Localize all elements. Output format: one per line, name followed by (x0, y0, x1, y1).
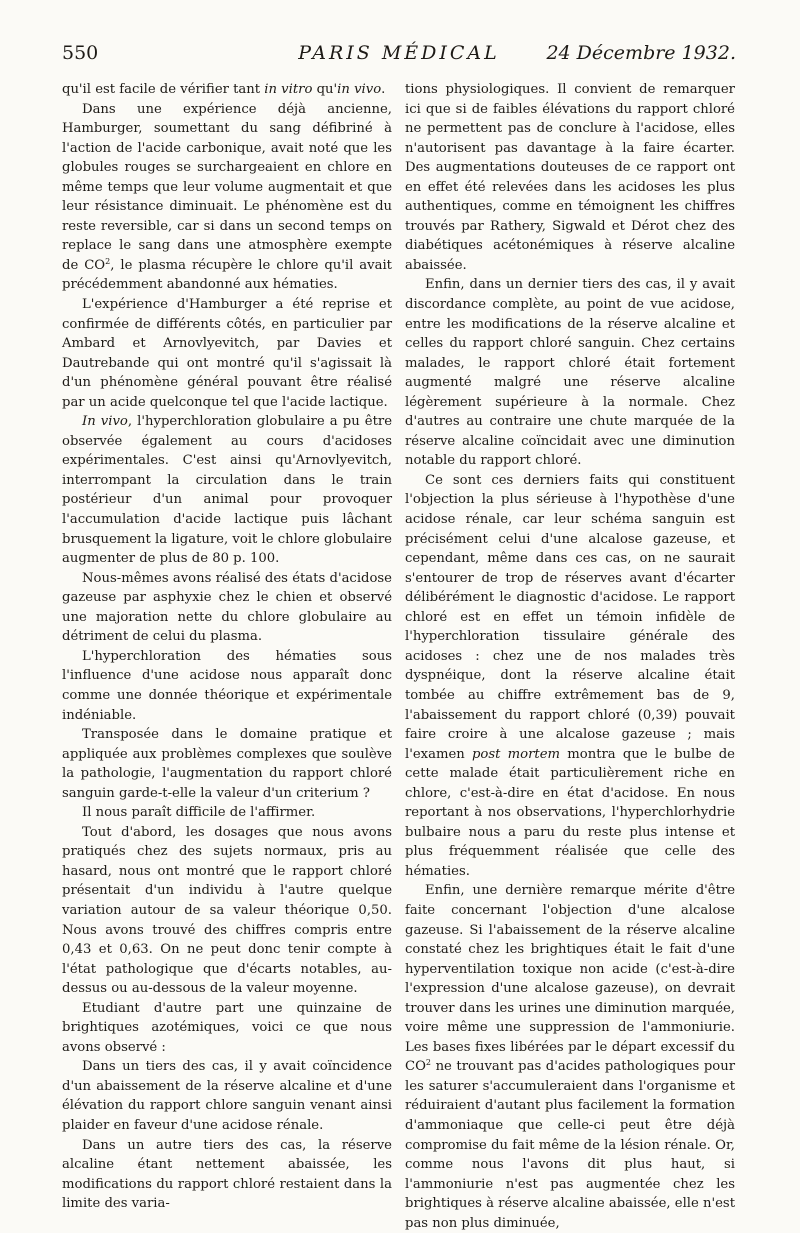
page-header (62, 40, 736, 72)
paragraph: Dans un tiers des cas, il y avait coïncidence d'un abaissement de la réserve alcaline et d'une élévation du rapport chlore sanguin venant ainsi plaider en faveur d'une acidose rénale. (62, 1059, 392, 1133)
paragraph: Nous-mêmes avons réalisé des états d'acidose gazeuse par asphyxie chez le chien et observé une majoration nette du chlore globulaire au détriment de celui du plasma. (62, 570, 392, 645)
paragraph: Il nous paraît difficile de l'affirmer. (82, 805, 316, 821)
left-column (62, 80, 392, 1214)
paragraph: qu'il est facile de vérifier tant in vitro qu'in vivo. (62, 82, 386, 97)
paragraph: In vivo, l'hyperchloration globulaire a pu être observée également au cours d'acidoses expérimentales. C'est ainsi qu'Arnovlyevitch, interrompant la circulation dans le train postérieur d'un animal pour provoquer l'accumulation d'acide lactique puis lâchant brusquement la ligature, voit le chlore globulaire augmenter de plus de 80 p. 100. (62, 414, 393, 567)
paragraph: L'hyperchloration des hématies sous l'influence d'une acidose nous apparaît donc comme une donnée théorique et expérimentale indéniable. (62, 648, 392, 723)
right-column (405, 80, 735, 1233)
issue-date: 24 Décembre 1932. (546, 42, 736, 64)
paragraph: Etudiant d'autre part une quinzaine de brightiques azotémiques, voici ce que nous avons observé : (62, 1000, 392, 1055)
paragraph: Dans un autre tiers des cas, la réserve alcaline étant nettement abaissée, les modifications du rapport chloré restaient dans la limite des varia- (62, 1137, 392, 1212)
paragraph: Tout d'abord, les dosages que nous avons pratiqués chez des sujets normaux, pris au hasard, nous ont montré que le rapport chloré présentait d'un individu à l'autre quelque variation autour de sa valeur théorique 0,50. Nous avons trouvé des chiffres compris entre 0,43 et 0,63. On ne peut donc tenir compte à l'état pathologique que d'écarts notables, au-dessus ou au-dessous de la valeur moyenne. (62, 824, 392, 997)
paragraph: Ce sont ces derniers faits qui constituent l'objection la plus sérieuse à l'hypothèse d'une acidose rénale, car leur schéma sanguin est précisément celui d'une alcalose gazeuse, et cependant, même dans ces cas, on ne saurait s'entourer de trop de réserves avant d'écarter délibérément le diagnostic d'acidose. Le rapport chloré est en effet un témoin infidèle de l'hyperchloration tissulaire générale des acidoses : chez une de nos malades très dyspnéique, dont la réserve alcaline était tombée au chiffre extrêmement bas de 9, l'abaissement du rapport chloré (0,39) pouvait faire croire à une alcalose gazeuse ; mais l'examen post mortem montra que le bulbe de cette malade était particulièrement riche en chlore, c'est-à-dire en état d'acidose. En nous reportant à nos observations, l'hyperchlorhydrie bulbaire nous a paru du reste plus intense et plus fréquemment réalisée que celle des hématies. (405, 472, 735, 879)
journal-title: PARIS MÉDICAL (298, 42, 500, 64)
paragraph: tions physiologiques. Il convient de remarquer ici que si de faibles élévations du rapport chloré ne permettent pas de conclure à l'acidose, elles n'autorisent pas davantage à la faire écarter. Des augmentations douteuses de ce rapport ont en effet été relevées dans les acidoses les plus authentiques, comme en témoignent les chiffres trouvés par Rathery, Sigwald et Dérot chez des diabétiques acétonémiques à réserve alcaline abaissée. (405, 82, 735, 273)
paragraph: Enfin, dans un dernier tiers des cas, il y avait discordance complète, au point de vue acidose, entre les modifications de la réserve alcaline et celles du rapport chloré sanguin. Chez certains malades, le rapport chloré était fortement augmenté malgré une réserve alcaline légèrement supérieure à la normale. Chez d'autres au contraire une chute marquée de la réserve alcaline coïncidait avec une diminution notable du rapport chloré. (405, 277, 735, 469)
paragraph: Enfin, une dernière remarque mérite d'être faite concernant l'objection d'une alcalose gazeuse. Si l'abaissement de la réserve alcaline constaté chez les brightiques était le fait d'une hyperventilation toxique non acide (c'est-à-dire l'expression d'une alcalose gazeuse), on devrait trouver dans les urines une diminution marquée, voire même une suppression de l'ammoniurie. Les bases fixes libérées par le départ excessif du $CO^2$ ne trouvant pas d'acides pathologiques pour les saturer s'accumuleraient dans l'organisme et réduiraient d'autant plus facilement la formation d'ammoniaque que celle-ci peut être déjà compromise du fait même de la lésion rénale. Or, comme nous l'avons dit plus haut, si l'ammoniurie n'est pas augmentée chez les brightiques à réserve alcaline abaissée, elle n'est pas non plus diminuée, (405, 883, 735, 1231)
page-number: 550 (62, 42, 99, 64)
paragraph: Dans une expérience déjà ancienne, Hamburger, soumettant du sang défibriné à l'action de l'acide carbonique, avait noté que les globules rouges se surchargeaient en chlore en même temps que leur volume augmentait et que leur résistance diminuait. Le phénomène est du reste reversible, car si dans un second temps on replace le sang dans une atmosphère exempte de $CO^2$, le plasma récupère le chlore qu'il avait précédemment abandonné aux hématies. (62, 101, 392, 293)
paragraph: L'expérience d'Hamburger a été reprise et confirmée de différents côtés, en particulier par Ambard et Arnovlyevitch, par Davies et Dautrebande qui ont montré qu'il s'agissait là d'un phénomène général pouvant être réalisé par un acide quelconque tel que l'acide lactique. (62, 297, 392, 410)
paragraph: Transposée dans le domaine pratique et appliquée aux problèmes complexes que soulève la pathologie, l'augmentation du rapport chloré sanguin garde-t-elle la valeur d'un criterium ? (62, 727, 392, 801)
